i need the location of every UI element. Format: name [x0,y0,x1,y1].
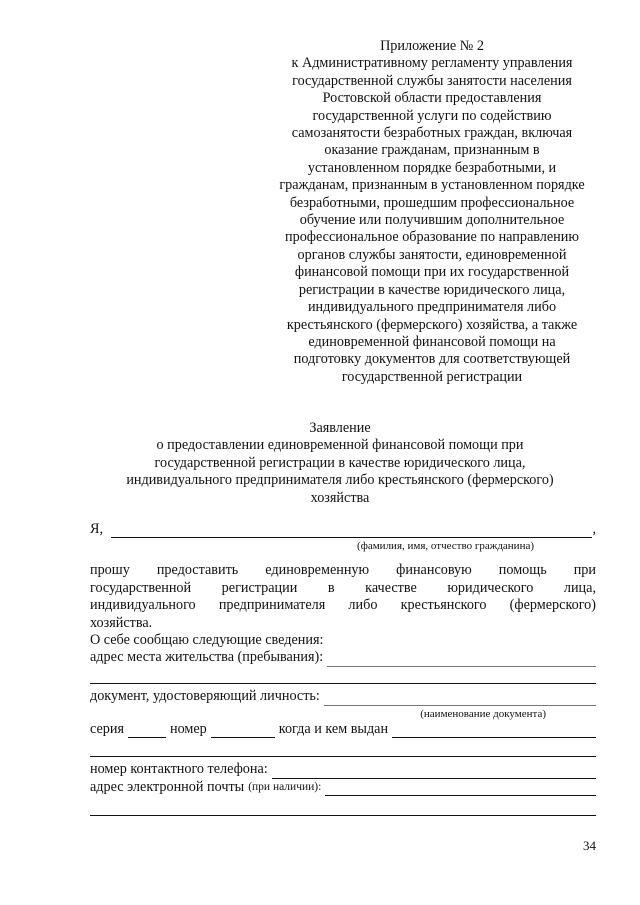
annex-line: самозанятости безработных граждан, включая [291,125,573,142]
issued-continuation-row [90,740,596,757]
address-field[interactable] [327,653,596,667]
request-line-2: государственной регистрации в качестве юридического лица, [90,579,596,596]
annex-line: государственной регистрации [341,368,523,385]
page-number: 34 [583,838,596,853]
phone-row [90,761,596,778]
statement-subtitle [90,437,590,507]
applicant-name-row [90,521,596,538]
statement-subtitle-line: индивидуального предпринимателя либо крестьянского (фермерского) [126,472,554,489]
statement-title: Заявление [309,420,371,436]
series-label: серия [90,720,124,737]
number-label: номер [169,720,207,737]
name-hint: (фамилия, имя, отчество гражданина) [357,540,534,553]
email-note: (при наличии): [248,780,322,793]
address-continuation-row [90,667,596,684]
address-row [90,649,596,666]
annex-line: гражданам, признанным в установленном порядке [279,177,585,194]
annex-line: установленном порядке безработными, и [307,159,557,176]
id-doc-field[interactable] [324,692,596,706]
annex-line: органов службы занятости, единовременной [297,246,567,263]
annex-line: индивидуального предпринимателя либо [307,299,557,316]
extra-field[interactable] [90,802,596,816]
request-line-4: хозяйства. [90,614,153,631]
id-doc-label: документ, удостоверяющий личность: [90,688,320,705]
phone-label: номер контактного телефона: [90,761,268,778]
issued-field-continued[interactable] [90,743,596,757]
request-line-3: индивидуального предпринимателя либо крестьянского (фермерского) [90,597,596,614]
annex-line: оказание гражданам, признанным в [324,142,540,159]
email-label: адрес электронной почты [90,778,245,795]
applicant-name-field[interactable] [111,524,592,538]
statement-subtitle-line: хозяйства [310,489,370,506]
annex-line: Ростовской области предоставления [322,90,542,107]
issued-field[interactable] [392,724,596,738]
i-suffix: , [592,520,596,537]
annex-line: обучение или получившим дополнительное [299,212,565,229]
annex-line: профессиональное образование по направлению [285,229,579,246]
request-line-1: прошу предоставить единовременную финансовую помощь при [90,562,596,579]
annex-line: к Административному регламенту управления [291,55,573,72]
statement-title-block [90,420,590,507]
address-label: адрес места жительства (пребывания): [90,649,324,666]
application-form [90,521,596,816]
issued-label: когда и кем выдан [278,720,389,737]
annex-line: государственной услуги по содействию [312,107,552,124]
annex-line: Приложение № 2 [380,38,484,54]
id-doc-hint: (наименование документа) [420,707,546,720]
email-row [90,779,596,796]
series-row [90,721,596,738]
annex-line: государственной службы занятости населения [292,72,572,89]
series-field[interactable] [128,724,166,738]
i-prefix: Я, [90,520,104,537]
statement-subtitle-line: государственной регистрации в качестве юридического лица, [154,454,526,471]
id-doc-row [90,688,596,705]
extra-line-row [90,798,596,815]
annex-line: регистрации в качестве юридического лица, [298,281,566,298]
annex-line: подготовку документов для соответствующей [293,351,571,368]
email-field[interactable] [325,782,596,796]
annex-header [262,38,602,386]
annex-line: финансовой помощи при их государственной [294,264,570,281]
statement-subtitle-line: о предоставлении единовременной финансовой помощи при [156,437,524,454]
annex-line: единовременной финансовой помощи на [308,333,556,350]
phone-field[interactable] [272,765,596,779]
annex-line: безработными, прошедшим профессиональное [289,194,575,211]
address-field-continued[interactable] [90,670,596,684]
annex-line: крестьянского (фермерского) хозяйства, а также [286,316,578,333]
number-field[interactable] [211,724,275,738]
about-label: О себе сообщаю следующие сведения: [90,632,324,649]
